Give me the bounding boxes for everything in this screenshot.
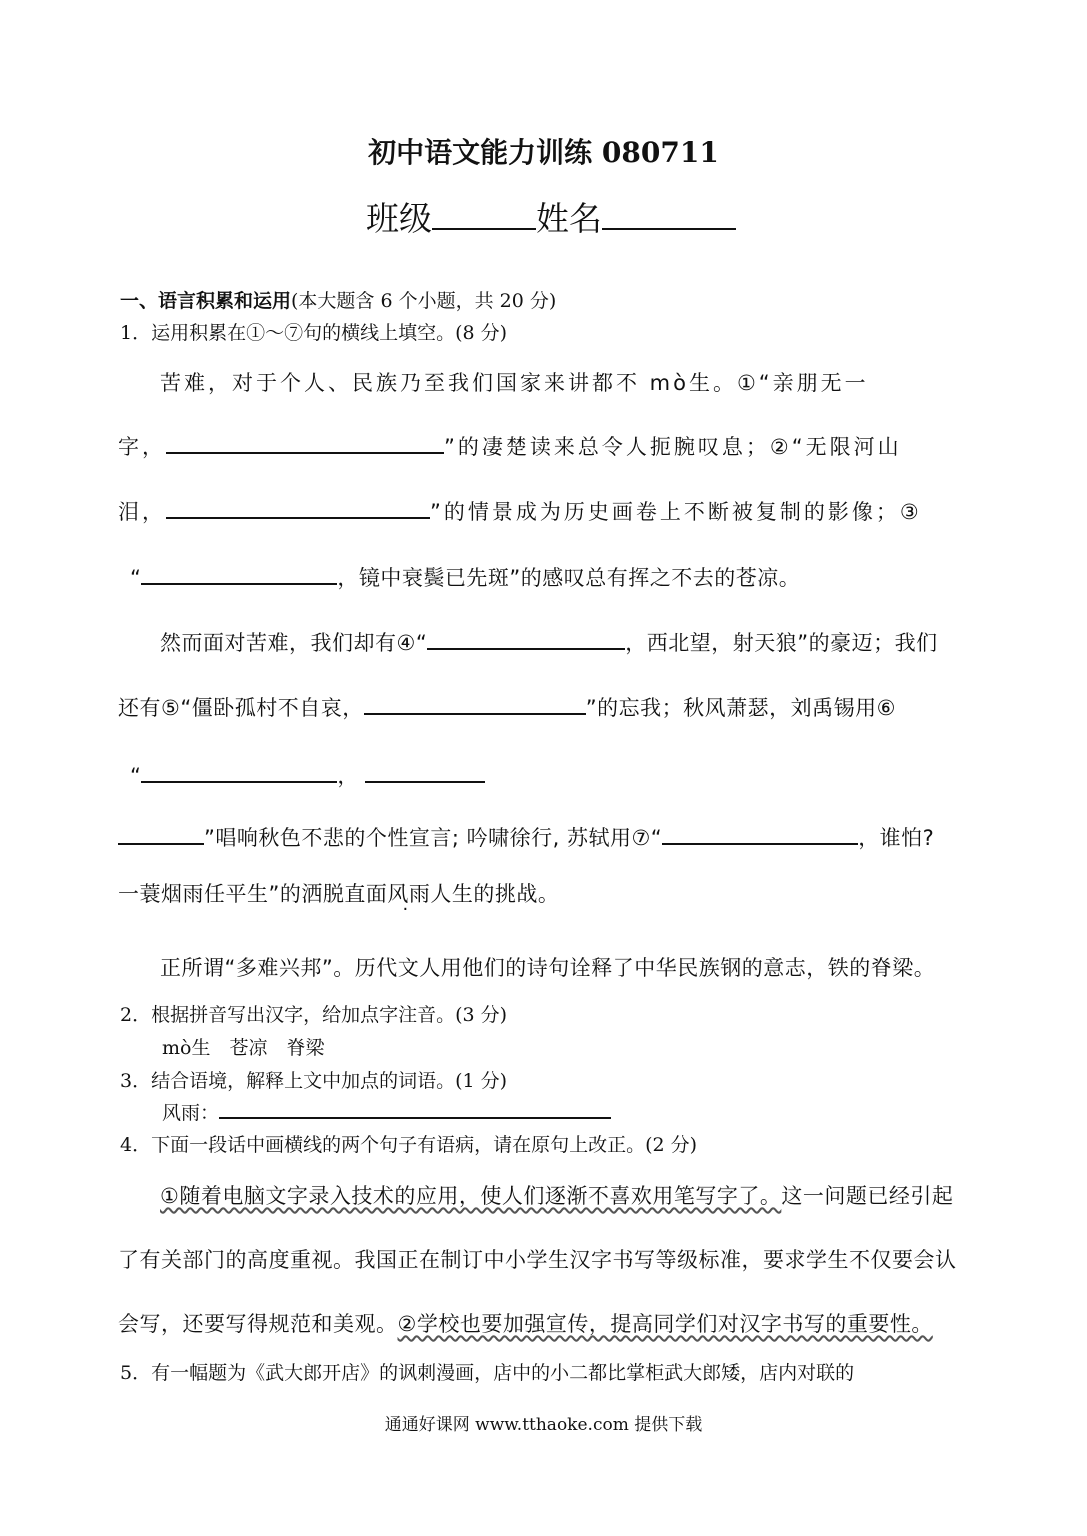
- q4-line-1: [160, 1180, 953, 1210]
- q1-line-6-end: ”的忘我；秋风萧瑟，刘禹锡用⑥: [585, 696, 896, 720]
- q1-line-3-end: ”的情景成为历史画卷上不断被复制的影像；③: [430, 500, 922, 524]
- section-note: (本大题含 6 个小题，共 20 分): [291, 290, 557, 312]
- q1-line-4: [130, 562, 800, 592]
- blank-2[interactable]: [166, 516, 430, 519]
- section-heading: [120, 286, 556, 313]
- q1-line-9-end: 人生的挑战。: [430, 882, 560, 906]
- q1-line-8-mid: ”唱响秋色不悲的个性宣言; 吟啸徐行, 苏轼用⑦“: [204, 826, 663, 850]
- q1-line-2: [118, 431, 902, 461]
- blank-4[interactable]: [427, 647, 625, 650]
- q1-line-4-start: “: [130, 566, 142, 590]
- blank-6a[interactable]: [141, 780, 337, 783]
- page-title: 初中语文能力训练 080711: [368, 136, 719, 169]
- question-1: 1．运用积累在①～⑦句的横线上填空。(8 分): [120, 322, 508, 344]
- question-3: 3．结合语境，解释上文中加点的词语。(1 分): [120, 1070, 508, 1092]
- blank-6c[interactable]: [118, 842, 204, 845]
- q4-line-2: 了有关部门的高度重视。我国正在制订中小学生汉字书写等级标准，要求学生不仅要会认: [118, 1248, 957, 1272]
- question-3-blank[interactable]: [219, 1116, 611, 1119]
- q1-line-2-start: 字，: [118, 435, 166, 459]
- q1-line-9-start: 一蓑烟雨任平生”的洒脱直面: [118, 882, 388, 906]
- q1-line-7-start: “: [130, 764, 142, 788]
- q1-line-6-start: 还有⑤“僵卧孤村不自哀，: [118, 696, 364, 720]
- q1-line-3-start: 泪，: [118, 500, 166, 524]
- blank-6b[interactable]: [365, 780, 485, 783]
- page-footer: 通通好课网 www.tthaoke.com 提供下载: [384, 1415, 703, 1435]
- faulty-sentence-1: ①随着电脑文字录入技术的应用，使人们逐渐不喜欢用笔写字了。: [160, 1184, 782, 1208]
- question-3-answer-line: [162, 1098, 611, 1125]
- blank-5[interactable]: [364, 712, 586, 715]
- q4-line-3-start: 会写，还要写得规范和美观。: [118, 1312, 398, 1336]
- blank-7[interactable]: [662, 842, 858, 845]
- q1-line-7-comma: ，: [337, 764, 359, 788]
- class-blank[interactable]: [432, 227, 536, 230]
- q1-line-8-end: ，谁怕?: [858, 826, 935, 850]
- blank-1[interactable]: [166, 451, 444, 454]
- faulty-sentence-2: ②学校也要加强宣传，提高同学们对汉字书写的重要性。: [397, 1312, 933, 1336]
- q4-line-3: [118, 1308, 933, 1338]
- section-title: 一、语言积累和运用: [120, 290, 292, 312]
- q1-line-6: [118, 692, 896, 722]
- class-name-line: [366, 193, 736, 240]
- q1-line-1: 苦难，对于个人、民族乃至我们国家来讲都不 mò生。①“亲朋无一: [160, 371, 869, 395]
- class-label: 班级: [366, 199, 432, 238]
- question-2-items: mò生 苍凉 脊梁: [162, 1037, 325, 1059]
- q1-line-3: [118, 496, 922, 526]
- q1-line-8: [118, 822, 934, 852]
- q4-line-1-end: 这一问题已经引起: [781, 1184, 954, 1208]
- question-4: 4．下面一段话中画横线的两个句子有语病，请在原句上改正。(2 分): [120, 1134, 698, 1156]
- q1-line-5-start: 然而面对苦难，我们却有④“: [160, 631, 428, 655]
- dotted-word-fengyu: 风雨: [387, 882, 431, 906]
- q1-line-7: [130, 760, 485, 790]
- q1-line-10: 正所谓“多难兴邦”。历代文人用他们的诗句诠释了中华民族钢的意志，铁的脊梁。: [160, 956, 936, 980]
- q1-line-9: [118, 878, 559, 908]
- q1-line-5: [160, 627, 938, 657]
- name-blank[interactable]: [602, 227, 736, 230]
- q1-line-4-end: ，镜中衰鬓已先斑”的感叹总有挥之不去的苍凉。: [337, 566, 801, 590]
- q1-line-2-end: ”的凄楚读来总令人扼腕叹息；②“无限河山: [444, 435, 902, 459]
- q1-line-5-end: ，西北望，射天狼”的豪迈；我们: [625, 631, 938, 655]
- question-2: 2．根据拼音写出汉字，给加点字注音。(3 分): [120, 1004, 508, 1026]
- name-label: 姓名: [536, 199, 602, 238]
- question-3-label: 风雨：: [162, 1102, 220, 1124]
- blank-3[interactable]: [141, 582, 337, 585]
- question-5: 5．有一幅题为《武大郎开店》的讽刺漫画，店中的小二都比掌柜武大郎矮，店内对联的: [120, 1362, 855, 1384]
